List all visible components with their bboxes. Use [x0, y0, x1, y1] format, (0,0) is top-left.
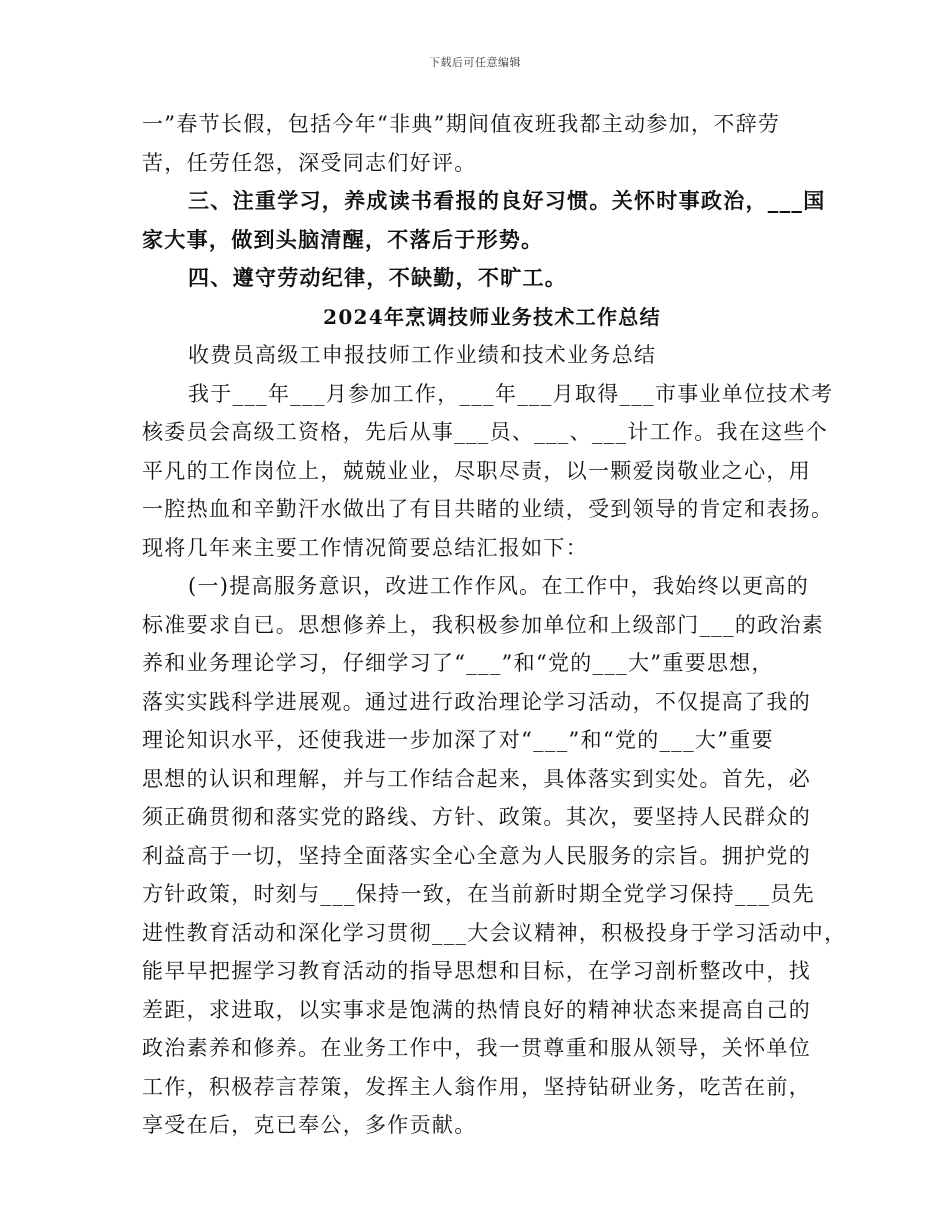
section-heading-four: 四、遵守劳动纪律，不缺勤，不旷工。 — [188, 265, 568, 290]
paragraph-line: 落实实践科学进展观。通过进行政治理论学习活动，不仅提高了我的 — [142, 689, 811, 714]
document-title: 2024年烹调技师业务技术工作总结 — [323, 304, 661, 329]
paragraph-line: 理论知识水平，还使我进一步加深了对“___”和“党的___大”重要 — [142, 728, 774, 752]
paragraph-line: 利益高于一切，坚持全面落实全心全意为人民服务的宗旨。拥护党的 — [142, 843, 811, 868]
paragraph-line: 一腔热血和辛勤汗水做出了有目共睹的业绩，受到领导的肯定和表扬。 — [142, 497, 834, 521]
paragraph-line: 进性教育活动和深化学习贯彻___大会议精神，积极投身于学习活动中， — [142, 920, 847, 945]
paragraph-line: (一)提高服务意识，改进工作作风。在工作中，我始终以更高的 — [188, 574, 810, 598]
paragraph-line: 标准要求自已。思想修养上，我积极参加单位和上级部门___的政治素 — [142, 612, 825, 637]
paragraph-line: 工作，积极荐言荐策，发挥主人翁作用，坚持钻研业务，吃苦在前， — [142, 1074, 811, 1099]
paragraph-line: 养和业务理论学习，仔细学习了“___”和“党的___大”重要思想， — [142, 651, 774, 675]
paragraph-line: 享受在后，克已奉公，多作贡献。 — [142, 1113, 477, 1137]
section-heading-three: 三、注重学习，养成读书看报的良好习惯。关怀时事政治，___国 — [188, 188, 826, 213]
document-subtitle: 收费员高级工申报技师工作业绩和技术业务总结 — [188, 343, 657, 367]
paragraph-line: 核委员会高级工资格，先后从事___员、___、___计工作。我在这些个 — [142, 420, 828, 444]
paragraph-line: 差距，求进取，以实事求是饱满的热情良好的精神状态来提高自己的 — [142, 997, 811, 1022]
paragraph-line: 思想的认识和理解，并与工作结合起来，具体落实到实处。首先，必 — [142, 766, 811, 791]
paragraph-line: 方针政策，时刻与___保持一致，在当前新时期全党学习保持___员先 — [142, 882, 815, 906]
paragraph-line: 须正确贯彻和落实党的路线、方针、政策。其次，要坚持人民群众的 — [142, 805, 811, 829]
paragraph-line: 平凡的工作岗位上，兢兢业业，尽职尽责，以一颗爱岗敬业之心，用 — [142, 458, 811, 483]
paragraph-line: 一”春节长假，包括今年“非典”期间值夜班我都主动参加，不辞劳 — [142, 112, 781, 136]
paragraph-line: 我于___年___月参加工作，___年___月取得___市事业单位技术考 — [188, 381, 834, 406]
page-header-watermark: 下载后可任意编辑 — [429, 56, 521, 69]
paragraph-line: 苦，任劳任怨，深受同志们好评。 — [142, 150, 477, 175]
paragraph-line: 能早早把握学习教育活动的指导思想和目标，在学习剖析整改中，找 — [142, 959, 811, 983]
section-heading-three-cont: 家大事，做到头脑清醒，不落后于形势。 — [142, 226, 544, 252]
document-body — [142, 105, 847, 1145]
paragraph-line: 现将几年来主要工作情况简要总结汇报如下： — [142, 535, 588, 560]
paragraph-line: 政治素养和修养。在业务工作中，我一贯尊重和服从领导，关怀单位 — [142, 1036, 811, 1060]
